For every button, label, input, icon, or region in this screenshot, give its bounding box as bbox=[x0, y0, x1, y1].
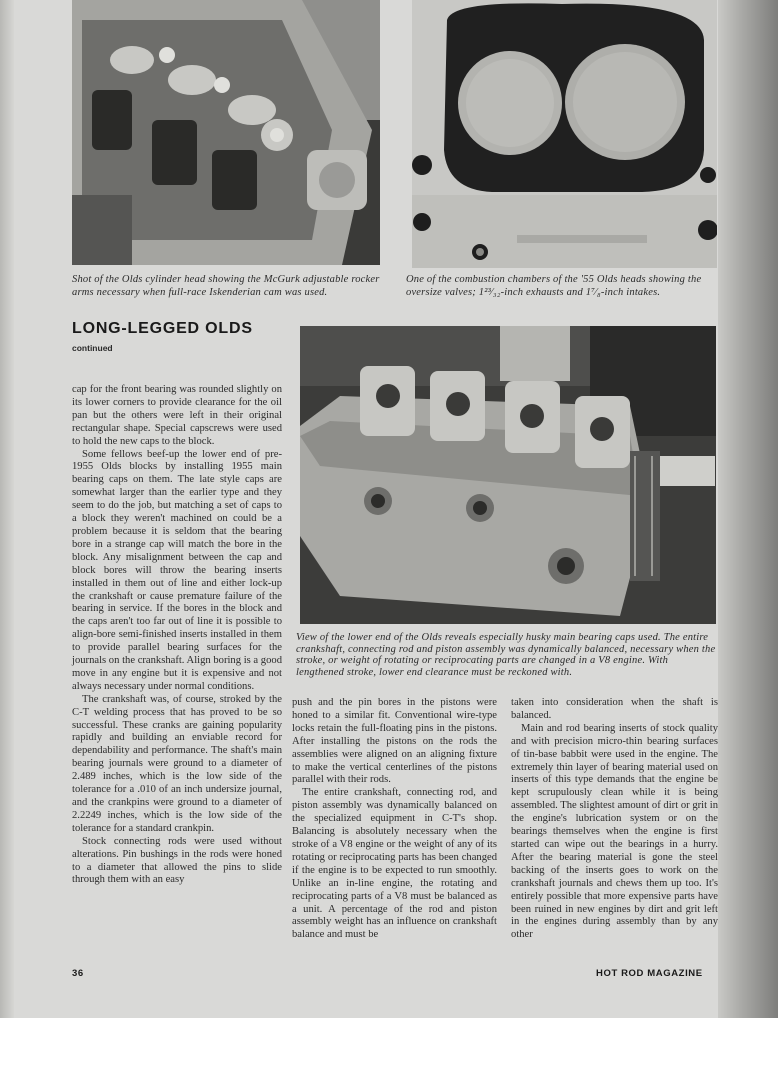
paragraph: push and the pin bores in the pistons were honed to a similar fit. Conventional wire-type locks retain the full-floating pins in the pistons. After installing the pistons on the rods the assemblies were aligned on an aligning fixture to make the vertical centerlines of the pistons parallel with their rods. bbox=[292, 697, 497, 786]
paragraph: Some fellows beef-up the lower end of pre-1955 Olds blocks by installing 1955 main bearing caps on them. The late style caps are somewhat larger than the earlier type and they seem to do the job, but matching a set of caps to a block they weren't machined on could be a problem because it is seldom that the bearing bore in a strange cap will match the bore in the block. Any misalignment between the cap and block bores will throw the bearing inserts installed in them out of line and either lock-up the crankshaft or cause premature failure of the bearing in service. If the bores in the block and the caps aren't too far out of line it is possible to align-bore semi-finished inserts installed in them to provide parallel bearing surfaces for the journals on the crankshaft. Align boring is a good move in any engine but it is expensive and not always necessary under normal conditions. bbox=[72, 448, 282, 692]
continued-label: continued bbox=[72, 343, 113, 353]
photo-engine-lower-end bbox=[300, 326, 716, 624]
page-gutter-edge bbox=[0, 0, 14, 1018]
article-title: LONG-LEGGED OLDS bbox=[72, 320, 253, 337]
paragraph: Stock connecting rods were used without alterations. Pin bushings in the rods were honed to a diameter that allowed the pins to slide through them with an easy bbox=[72, 835, 282, 886]
article-column-2 bbox=[292, 697, 497, 942]
page-number: 36 bbox=[72, 968, 84, 979]
paragraph: Main and rod bearing inserts of stock quality and with precision micro-thin bearing surfaces of tin-base babbit were used in the engine. The extremely thin layer of bearing material used on inserts of this type demands that the engine be kept scrupulously clean while it is being assembled. The slightest amount of dirt or grit in the engine's lubrication system or on the bearings themselves when the engine is first started can wipe out the bearings in a hurry. After the bearing material is gone the steel backing of the inserts goes to work on the crankshaft journals and chews them up too. It's entirely possible that more expensive parts have been ruined in new engines by dirt and grit left in the engines during assembly than by any other bbox=[511, 722, 718, 941]
caption-engine-lower-end: View of the lower end of the Olds reveals especially husky main bearing caps used. The entire crankshaft, connecting rod and piston assembly was dynamically balanced, necessary when the stroke, or weight of rotating or reciprocating parts are changed in a V8 engine. With lengthened stroke, lower end clearance must be reckoned with. bbox=[296, 632, 716, 678]
paragraph: taken into consideration when the shaft is balanced. bbox=[511, 697, 718, 721]
paragraph: The entire crankshaft, connecting rod, and piston assembly was dynamically balanced on the specialized equipment in C-T's shop. Balancing is absolutely necessary when the stroke of a V8 engine or the weight of any of its rotating or reciprocating parts has been changed if the engine is to be expected to run smoothly. Unlike an in-line engine, the rotating and reciprocating parts of a V8 must be balanced as a unit. A percentage of the rod and piston assembly weight has an influence on crankshaft balance and must be bbox=[292, 787, 497, 941]
article-column-3 bbox=[511, 697, 718, 942]
magazine-name: HOT ROD MAGAZINE bbox=[596, 968, 703, 979]
paragraph: cap for the front bearing was rounded slightly on its lower corners to provide clearance for the oil pan but the others were left in their original rectangular shape. Special capscrews were used to hold the new caps to the block. bbox=[72, 384, 282, 447]
paragraph: The crankshaft was, of course, stroked by the C-T welding process that has proved to be so successful. These cranks are gaining popularity rapidly and building an enviable record for dependability and performance. The shaft's main bearing journals were ground to a diameter of 2.489 inches, which is the low side of the tolerance for a .010 of an inch undersize journal, and the crankpins were ground to a diameter of 2.2249 inches, which is the low side of the tolerance for a standard crankpin. bbox=[72, 693, 282, 834]
caption-combustion-chamber: One of the combustion chambers of the '55 Olds heads showing the oversize valves; 1²³⁄₃₂-inch exhausts and 1⁷⁄₈-inch intakes. bbox=[406, 274, 702, 298]
photo-combustion-chamber bbox=[412, 0, 717, 268]
article-column-1 bbox=[72, 384, 282, 887]
page-curl-shadow bbox=[718, 0, 778, 1018]
photo-cylinder-head bbox=[72, 0, 380, 265]
caption-cylinder-head: Shot of the Olds cylinder head showing the McGurk adjustable rocker arms necessary when full-race Iskenderian cam was used. bbox=[72, 274, 380, 298]
